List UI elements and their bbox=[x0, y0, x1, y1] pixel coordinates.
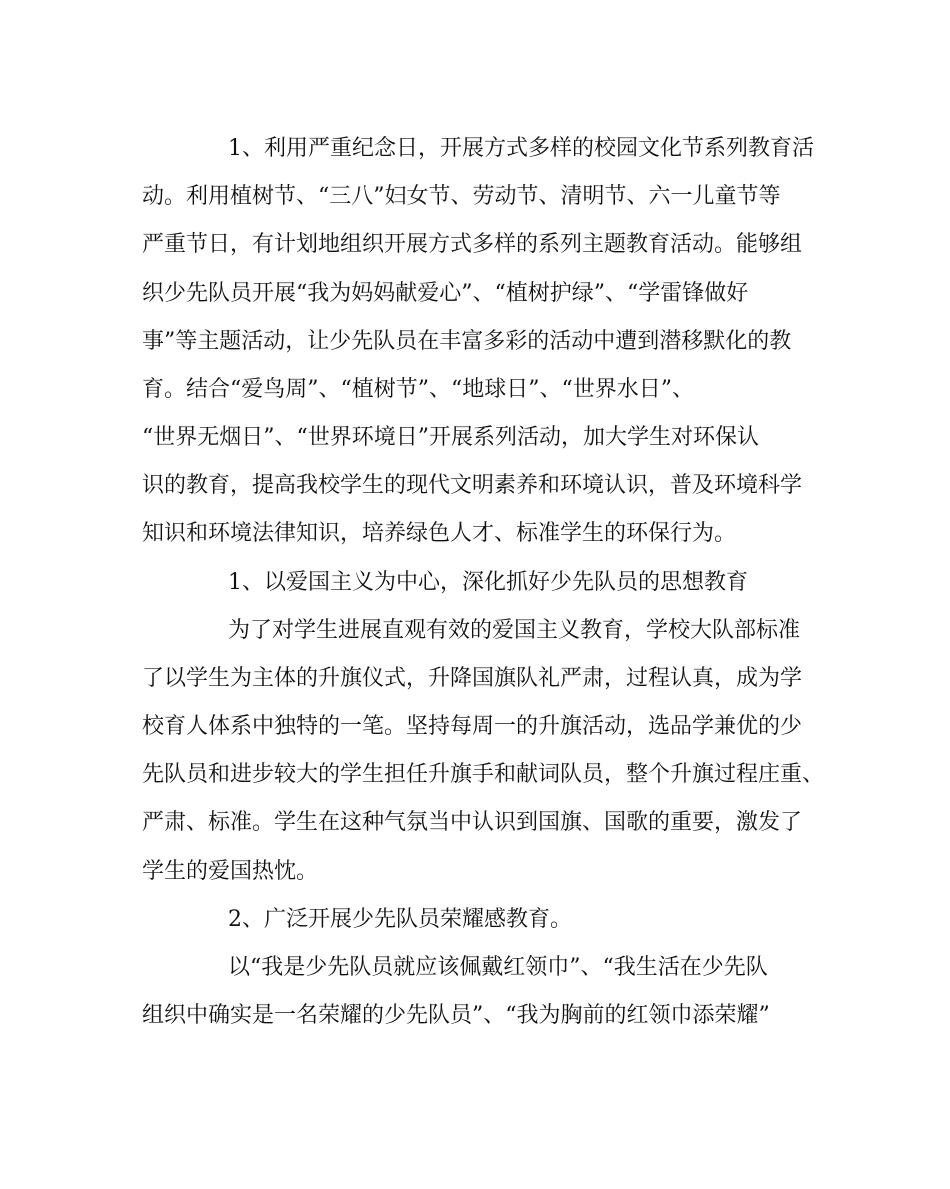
text-line: 织少先队员开展“我为妈妈献爱心”、“植树护绿”、“学雷锋做好 bbox=[142, 281, 749, 306]
text-line: 学生的爱国热忱。 bbox=[142, 859, 319, 884]
text-line: 以“我是少先队员就应该佩戴红领巾”、“我生活在少先队 bbox=[228, 955, 768, 980]
text-line: 事”等主题活动，让少先队员在丰富多彩的活动中遭到潜移默化的教 bbox=[142, 329, 792, 354]
text-line: “世界无烟日”、“世界环境日”开展系列活动，加大学生对环保认 bbox=[142, 425, 759, 450]
text-line: 为了对学生进展直观有效的爱国主义教育，学校大队部标准 bbox=[228, 618, 801, 643]
text-line: 育。结合“爱鸟周”、“植树节”、“地球日”、“世界水日”、 bbox=[142, 377, 694, 402]
text-line: 动。利用植树节、“三八”妇女节、劳动节、清明节、六一儿童节等 bbox=[142, 184, 781, 209]
text-line: 知识和环境法律知识，培养绿色人才、标准学生的环保行为。 bbox=[142, 521, 737, 546]
text-line: 严重节日，有计划地组织开展方式多样的系列主题教育活动。能够组 bbox=[142, 232, 803, 257]
text-line: 识的教育，提高我校学生的现代文明素养和环境认识，普及环境科学 bbox=[142, 473, 803, 498]
section-heading: 2、广泛开展少先队员荣耀感教育。 bbox=[228, 907, 572, 932]
text-line: 1、利用严重纪念日，开展方式多样的校园文化节系列教育活 bbox=[228, 136, 814, 161]
text-line: 严肃、标准。学生在这种气氛当中认识到国旗、国歌的重要，激发了 bbox=[142, 810, 803, 835]
text-line: 了以学生为主体的升旗仪式，升降国旗队礼严肃，过程认真，成为学 bbox=[142, 666, 803, 691]
text-line: 组织中确实是一名荣耀的少先队员”、“我为胸前的红领巾添荣耀” bbox=[142, 1003, 770, 1028]
section-heading: 1、以爱国主义为中心，深化抓好少先队员的思想教育 bbox=[228, 570, 748, 595]
text-line: 先队员和进步较大的学生担任升旗手和献词队员，整个升旗过程庄重、 bbox=[142, 762, 825, 787]
text-line: 校育人体系中独特的一笔。坚持每周一的升旗活动，选品学兼优的少 bbox=[142, 714, 803, 739]
